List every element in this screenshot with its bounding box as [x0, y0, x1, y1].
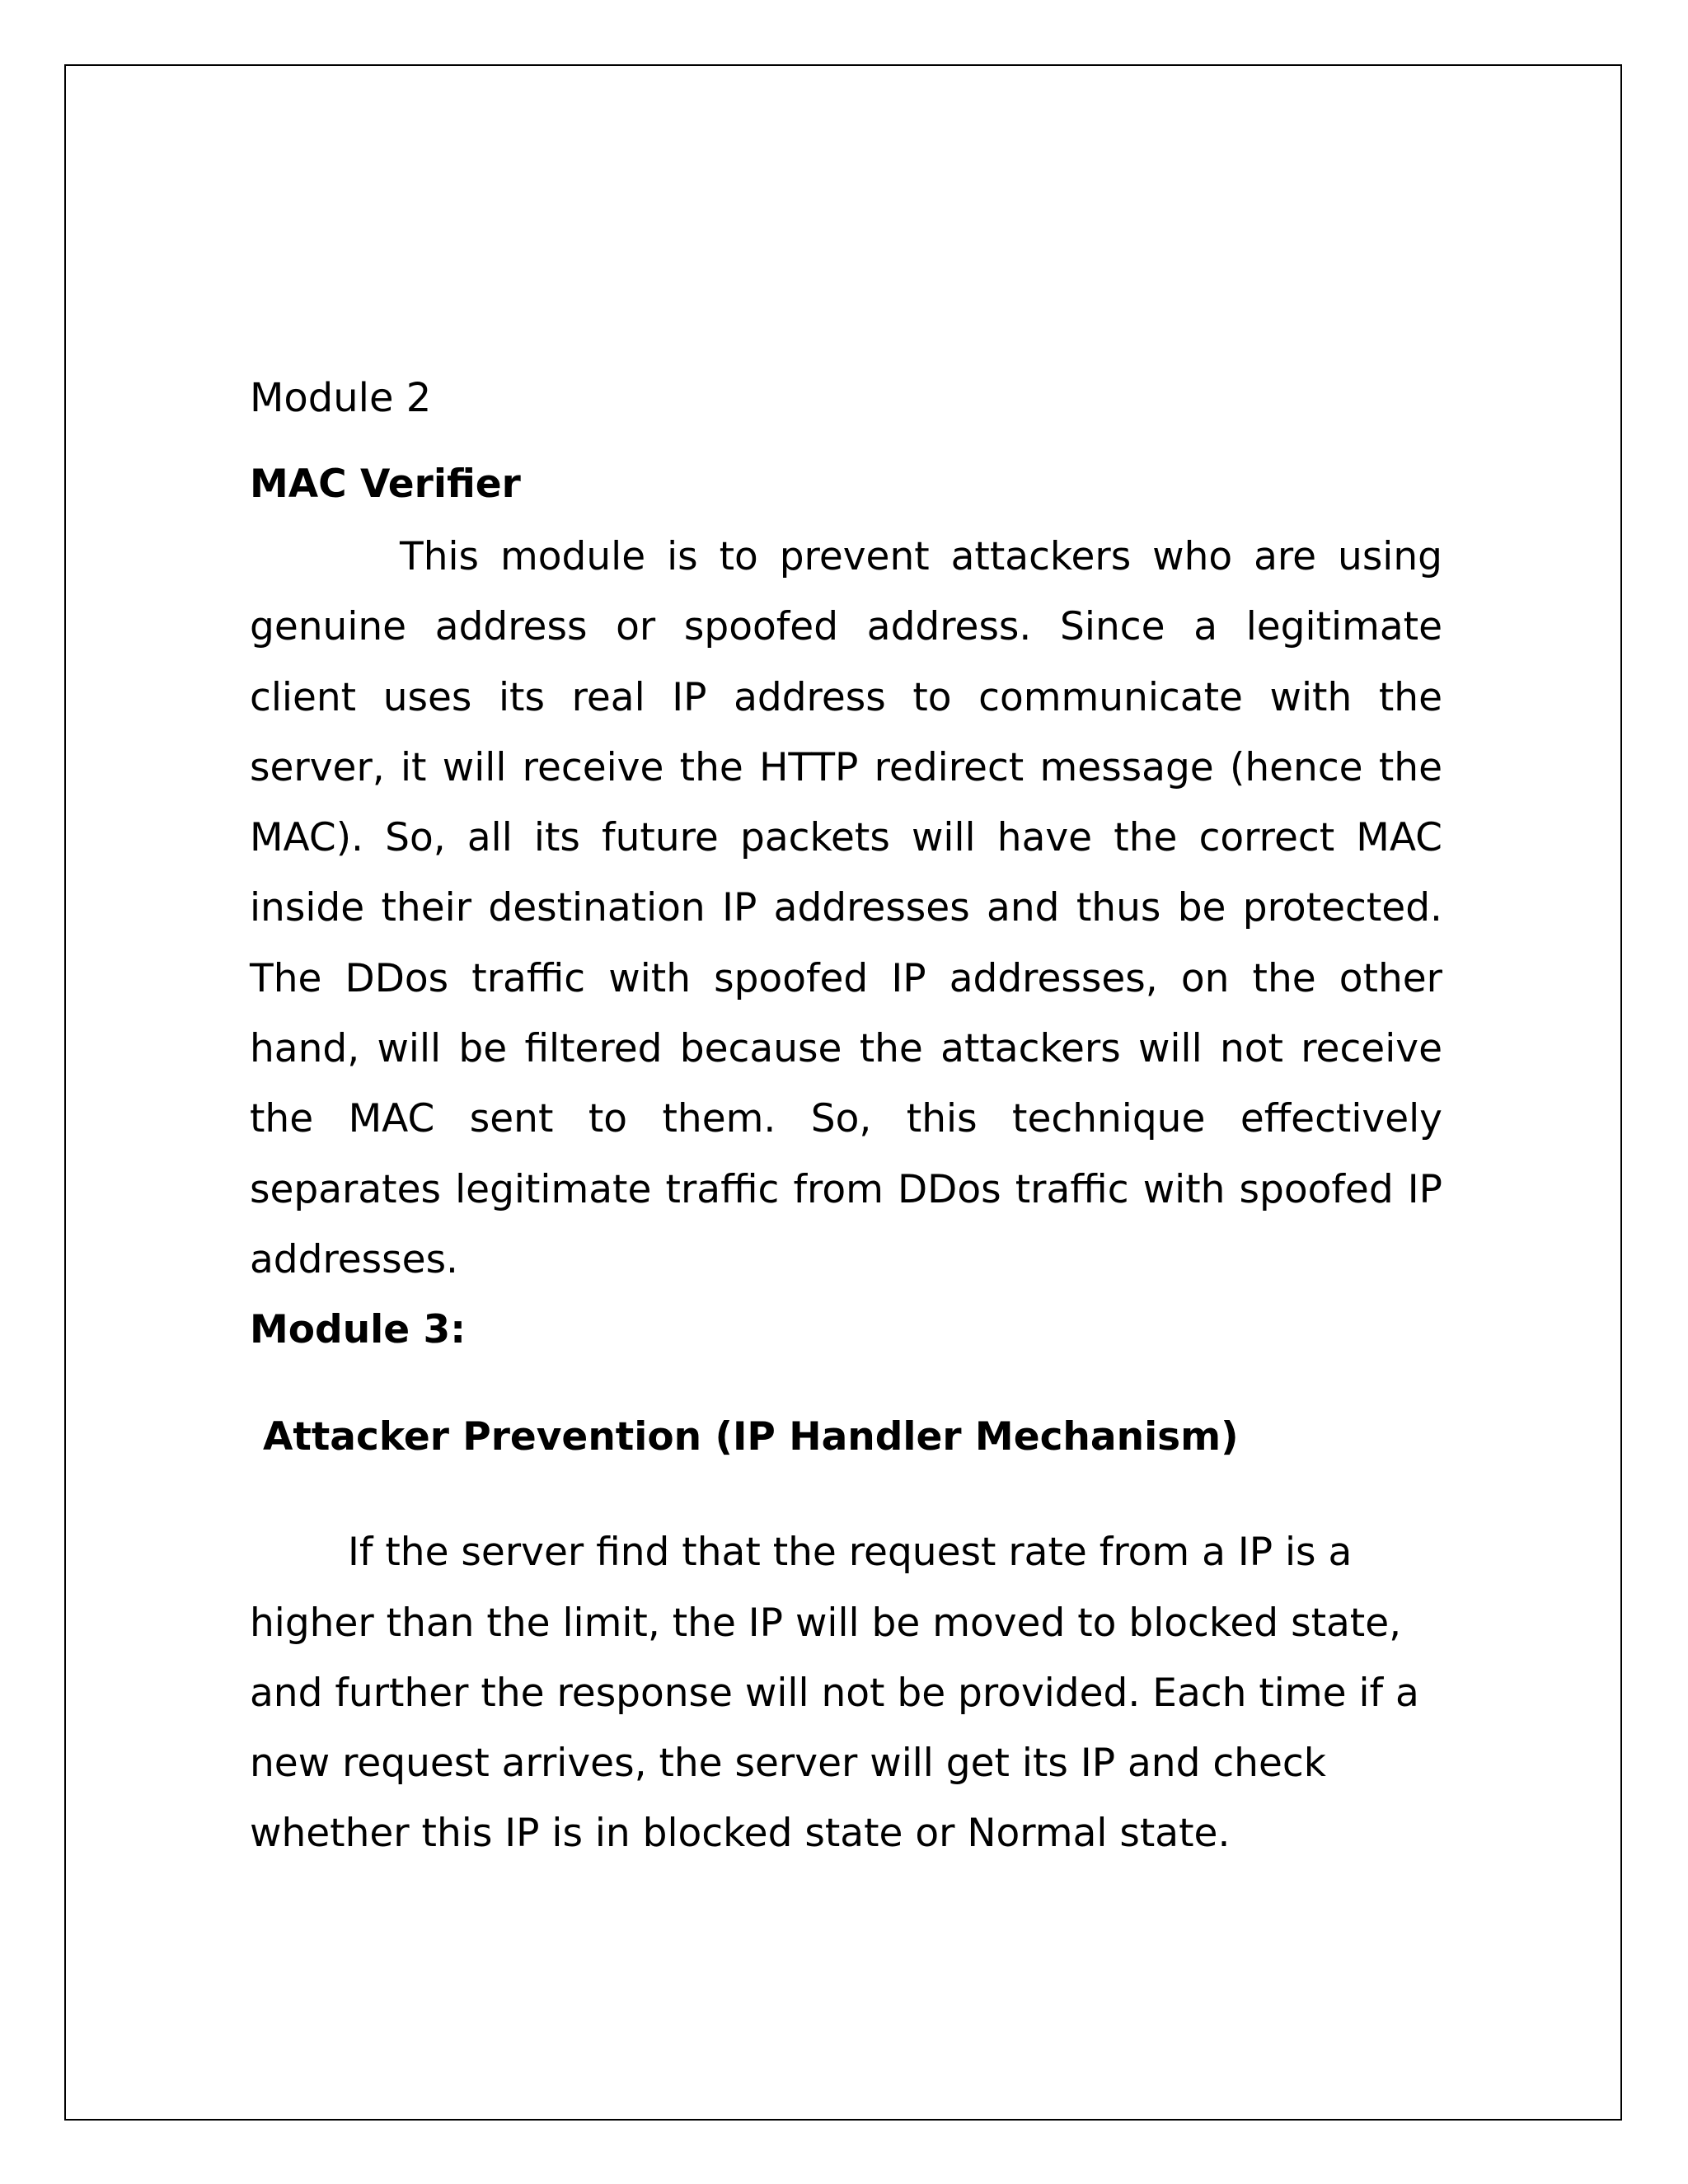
- document-content: [250, 369, 1442, 1869]
- module-3-label: Module 3:: [250, 1307, 467, 1353]
- attacker-prevention-heading: Attacker Prevention (IP Handler Mechanism): [263, 1414, 1239, 1460]
- attacker-prevention-paragraph: [250, 1517, 1442, 1868]
- attacker-prevention-body: If the server find that the request rate from a IP is a higher than the limit, the IP will be moved to blocked state, and further the response will not be provided. Each time if a new request arrives, the server will get its IP and check whether this IP is in blocked state or Normal state.: [250, 1530, 1419, 1857]
- mac-verifier-heading: MAC Verifier: [250, 462, 521, 507]
- mac-verifier-paragraph: [250, 522, 1442, 1295]
- mac-verifier-body: This module is to prevent attackers who are using genuine address or spoofed address. Since a legitimate client uses its real IP address to communicate with the server, it will receive the HTTP redirect message (hence the MAC). So, all its future packets will have the correct MAC inside their destination IP addresses and thus be protected. The DDos traffic with spoofed IP addresses, on the other hand, will be filtered because the attackers will not receive the MAC sent to them. So, this technique effectively separates legitimate traffic from DDos traffic with spoofed IP addresses.: [250, 534, 1442, 1282]
- module-2-label: Module 2: [250, 375, 432, 421]
